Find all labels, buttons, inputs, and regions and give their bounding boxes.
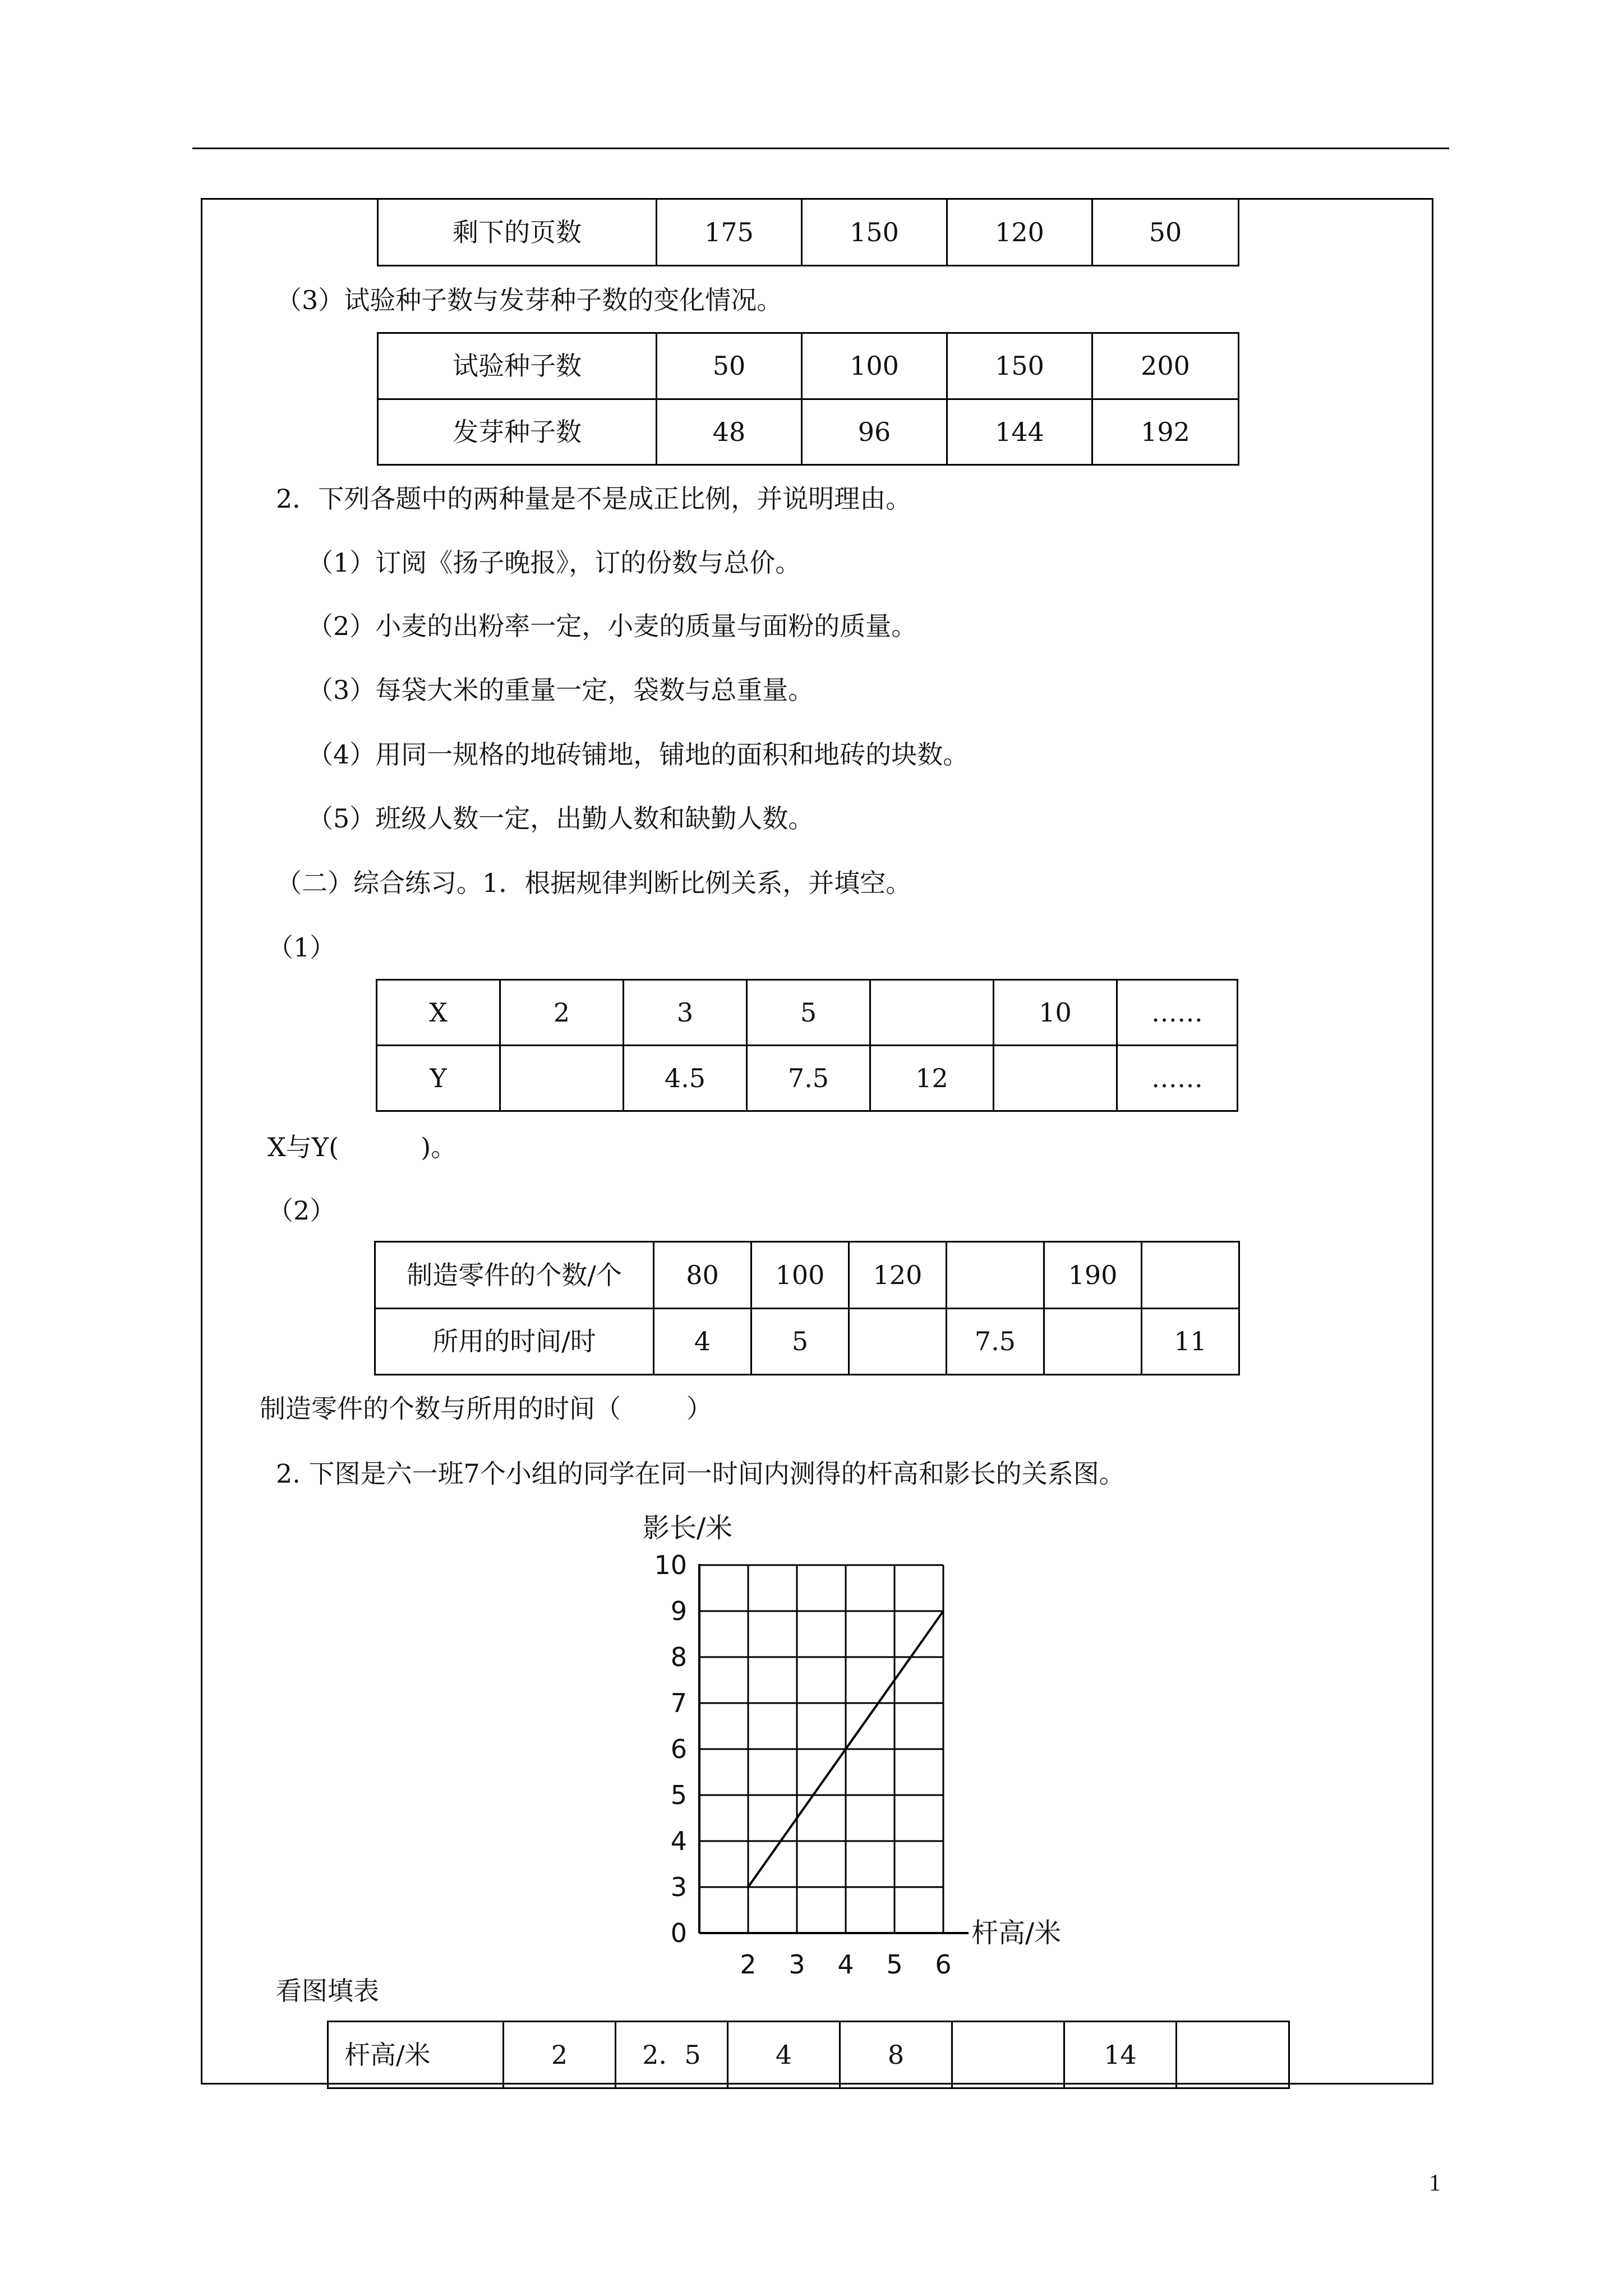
table-cell: …… xyxy=(1117,980,1238,1046)
table-cell: 100 xyxy=(802,333,947,399)
table-cell: 48 xyxy=(657,399,802,465)
table-cell: 10 xyxy=(994,980,1117,1046)
table-cell: 150 xyxy=(802,199,947,266)
parts-answer: 制造零件的个数与所用的时间（ ） xyxy=(260,1393,712,1424)
row-label: Y xyxy=(377,1046,500,1111)
page-number: 1 xyxy=(1429,2170,1441,2196)
x-axis-label: 杆高/米 xyxy=(971,1917,1062,1949)
question-2-item: （3）每袋大米的重量一定，袋数与总重量。 xyxy=(307,675,814,705)
table-row xyxy=(328,2022,1289,2088)
y-axis-label: 影长/米 xyxy=(643,1512,733,1544)
item3-heading: （3）试验种子数与发芽种子数的变化情况。 xyxy=(276,285,783,315)
row-label: 杆高/米 xyxy=(328,2022,504,2088)
x-tick-label: 6 xyxy=(935,1949,952,1980)
x-tick-label: 2 xyxy=(740,1949,757,1980)
table-cell xyxy=(952,2022,1064,2088)
table-cell: 96 xyxy=(802,399,947,465)
sub-question-1-label: （1） xyxy=(268,932,336,963)
table-cell: 175 xyxy=(657,199,802,266)
xy-answer: X与Y( )。 xyxy=(268,1132,457,1162)
y-tick-label: 6 xyxy=(670,1734,687,1764)
question-2-item: （5）班级人数一定，出勤人数和缺勤人数。 xyxy=(307,803,814,834)
table-cell: 7.5 xyxy=(747,1046,870,1111)
y-tick-label: 3 xyxy=(670,1872,687,1902)
chart-table-heading: 看图填表 xyxy=(276,1976,379,2006)
section-2-heading: （二）综合练习。1．根据规律判断比例关系，并填空。 xyxy=(276,868,912,898)
pole-height-table xyxy=(327,2021,1290,2089)
table-cell: 192 xyxy=(1092,399,1239,465)
y-tick-label: 0 xyxy=(670,1918,687,1948)
sub-question-2-label: （2） xyxy=(268,1195,336,1226)
question-2-item: （4）用同一规格的地砖铺地，铺地的面积和地砖的块数。 xyxy=(307,739,969,770)
table-cell: 4 xyxy=(728,2022,840,2088)
row-label: X xyxy=(377,980,500,1046)
table-cell: 7.5 xyxy=(947,1308,1044,1375)
table-cell: 2．5 xyxy=(616,2022,728,2088)
table-cell: 120 xyxy=(947,199,1092,266)
table-cell: 14 xyxy=(1064,2022,1177,2088)
table-cell: 50 xyxy=(657,333,802,399)
y-tick-label: 9 xyxy=(670,1596,687,1626)
x-tick-label: 4 xyxy=(837,1949,854,1980)
x-tick-label: 3 xyxy=(789,1949,805,1980)
row-label: 发芽种子数 xyxy=(378,399,657,465)
table-cell: 100 xyxy=(751,1242,849,1309)
table-cell: 11 xyxy=(1142,1308,1239,1375)
row-label: 制造零件的个数/个 xyxy=(375,1242,654,1309)
chart-grid xyxy=(699,1565,943,1933)
table-cell: 144 xyxy=(947,399,1092,465)
question-2b-heading: 2. 下图是六一班7个小组的同学在同一时间内测得的杆高和影长的关系图。 xyxy=(276,1458,1125,1489)
y-tick-label: 5 xyxy=(670,1780,687,1810)
table-cell: …… xyxy=(1117,1046,1238,1111)
y-tick-label: 10 xyxy=(654,1550,687,1580)
row-label: 剩下的页数 xyxy=(378,199,657,266)
y-tick-label: 8 xyxy=(670,1642,687,1672)
table-cell: 4 xyxy=(654,1308,751,1375)
y-tick-label: 7 xyxy=(670,1688,687,1718)
question-2-heading: 2．下列各题中的两种量是不是成正比例，并说明理由。 xyxy=(276,484,912,514)
table-cell: 12 xyxy=(870,1046,994,1111)
row-label: 试验种子数 xyxy=(378,333,657,399)
table-cell: 5 xyxy=(751,1308,849,1375)
table-cell xyxy=(1177,2022,1289,2088)
row-label: 所用的时间/时 xyxy=(375,1308,654,1375)
table-cell: 4.5 xyxy=(624,1046,747,1111)
table-cell: 190 xyxy=(1044,1242,1142,1309)
chart-labels xyxy=(643,1512,1061,1980)
table-cell: 8 xyxy=(840,2022,952,2088)
table-cell: 2 xyxy=(500,980,624,1046)
question-2-item: （2）小麦的出粉率一定，小麦的质量与面粉的质量。 xyxy=(307,611,917,641)
x-tick-label: 5 xyxy=(886,1949,903,1980)
table-cell: 2 xyxy=(504,2022,616,2088)
table-cell: 80 xyxy=(654,1242,751,1309)
table-cell: 150 xyxy=(947,333,1092,399)
question-2-item: （1）订阅《扬子晚报》，订的份数与总价。 xyxy=(307,547,801,578)
table-cell: 50 xyxy=(1092,199,1239,266)
table-cell: 5 xyxy=(747,980,870,1046)
y-tick-label: 4 xyxy=(670,1826,687,1856)
table-cell: 120 xyxy=(849,1242,947,1309)
table-cell: 3 xyxy=(624,980,747,1046)
table-cell: 200 xyxy=(1092,333,1239,399)
